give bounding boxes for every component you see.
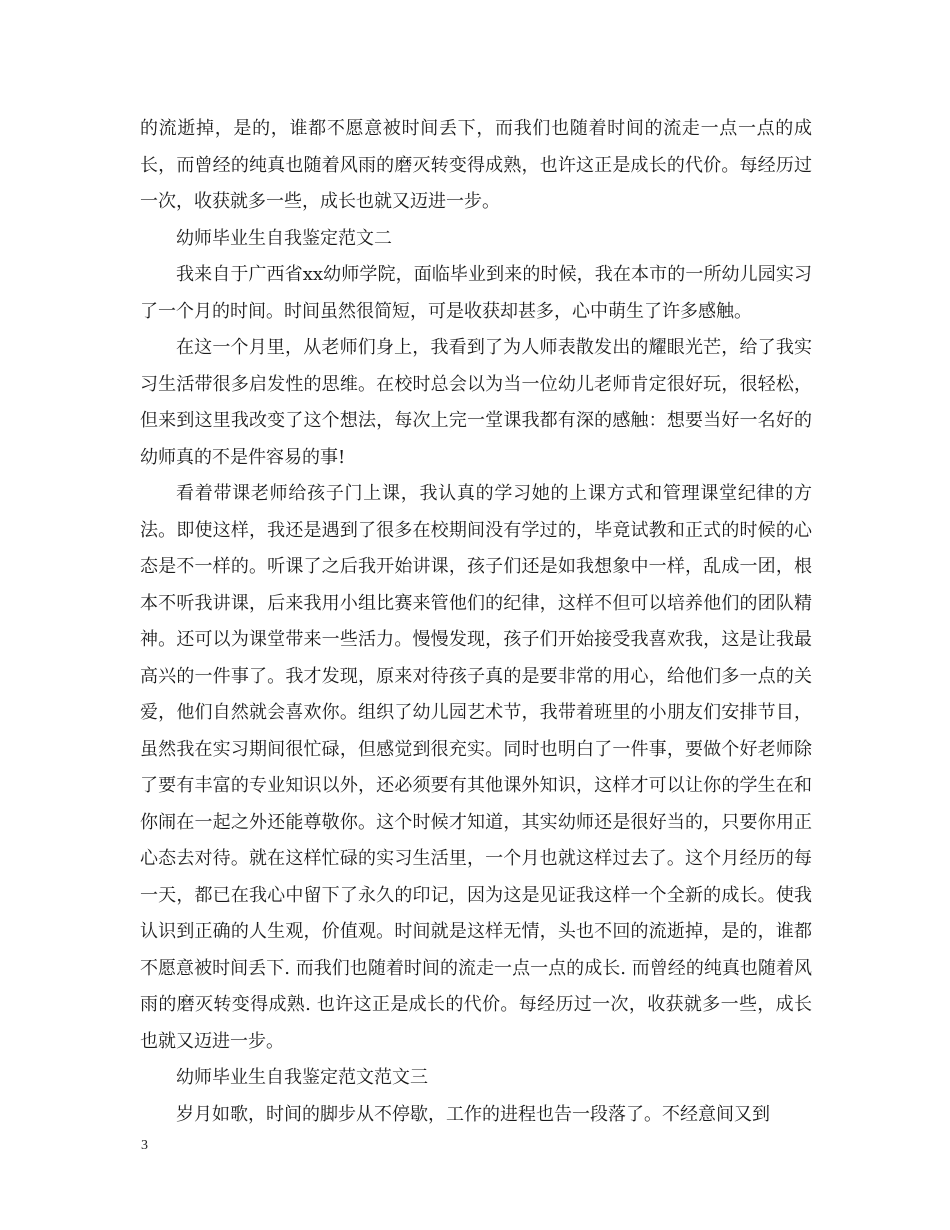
paragraph-continuation: 的流逝掉，是的，谁都不愿意被时间丢下，而我们也随着时间的流走一点一点的成长，而曾经的纯真也随着风雨的磨灭转变得成熟，也许这正是成长的代价。每经历过一次，收获就多一些，成长也就又迈进一步。: [140, 118, 812, 212]
paragraph-intro: 我来自于广西省xx幼师学院，面临毕业到来的时候，我在本市的一所幼儿园实习了一个月的时间。时间虽然很简短，可是收获却甚多，心中萌生了许多感触。: [140, 264, 812, 322]
section-heading-2: 幼师毕业生自我鉴定范文二: [176, 227, 392, 249]
section-heading-3: 幼师毕业生自我鉴定范文范文三: [176, 1067, 428, 1088]
paragraph-teaching-experience: 看着带课老师给孩子门上课，我认真的学习她的上课方式和管理课堂纪律的方法。即使这样，我还是遇到了很多在校期间没有学过的，毕竟试教和正式的时候的心态是不一样的。听课了之后我开始讲课，孩子们还是如我想象中一样，乱成一团，根本不听我讲课，后来我用小组比赛来管他们的纪律，这样不但可以培养他们的团队精神。还可以为课堂带来一些活力。慢慢发现，孩子们开始接受我喜欢我，这是让我最高兴的一件事了。我才发现，原来对待孩子真的是要非常的用心，给他们多一点的关爱，他们自然就会喜欢你。组织了幼儿园艺术节，我带着班里的小朋友们安排节目，虽然我在实习期间很忙碌，但感觉到很充实。同时也明白了一件事，要做个好老师除了要有丰富的专业知识以外，还必须要有其他课外知识，这样才可以让你的学生在和你闹在一起之外还能尊敬你。这个时候才知道，其实幼师还是很好当的，只要你用正心态去对待。就在这样忙碌的实习生活里，一个月也就这样过去了。这个月经历的每一天，都已在我心中留下了永久的印记，因为这是见证我这样一个全新的成长。使我认识到正确的人生观，价值观。时间就是这样无情，头也不回的流逝掉，是的，谁都不愿意被时间丢下. 而我们也随着时间的流走一点一点的成长. 而曾经的纯真也随着风 雨的磨灭转变得成熟. 也许这正是成长的代价。每经历过一次，收获就多一些，成长也就又迈进一步。: [140, 483, 812, 1052]
document-body: [140, 111, 812, 1133]
paragraph-first-month: 在这一个月里，从老师们身上，我看到了为人师表散发出的耀眼光芒，给了我实习生活带很多启发性的思维。在校时总会以为当一位幼儿老师肯定很好玩，很轻松，但来到这里我改变了这个想法，每次上完一堂课我都有深的感触：想要当好一名好的幼师真的不是件容易的事!: [140, 337, 812, 468]
page-number: 3: [141, 1138, 148, 1153]
paragraph-section-3-start: 岁月如歌，时间的脚步从不停歇，工作的进程也告一段落了。不经意间又到: [176, 1103, 770, 1125]
